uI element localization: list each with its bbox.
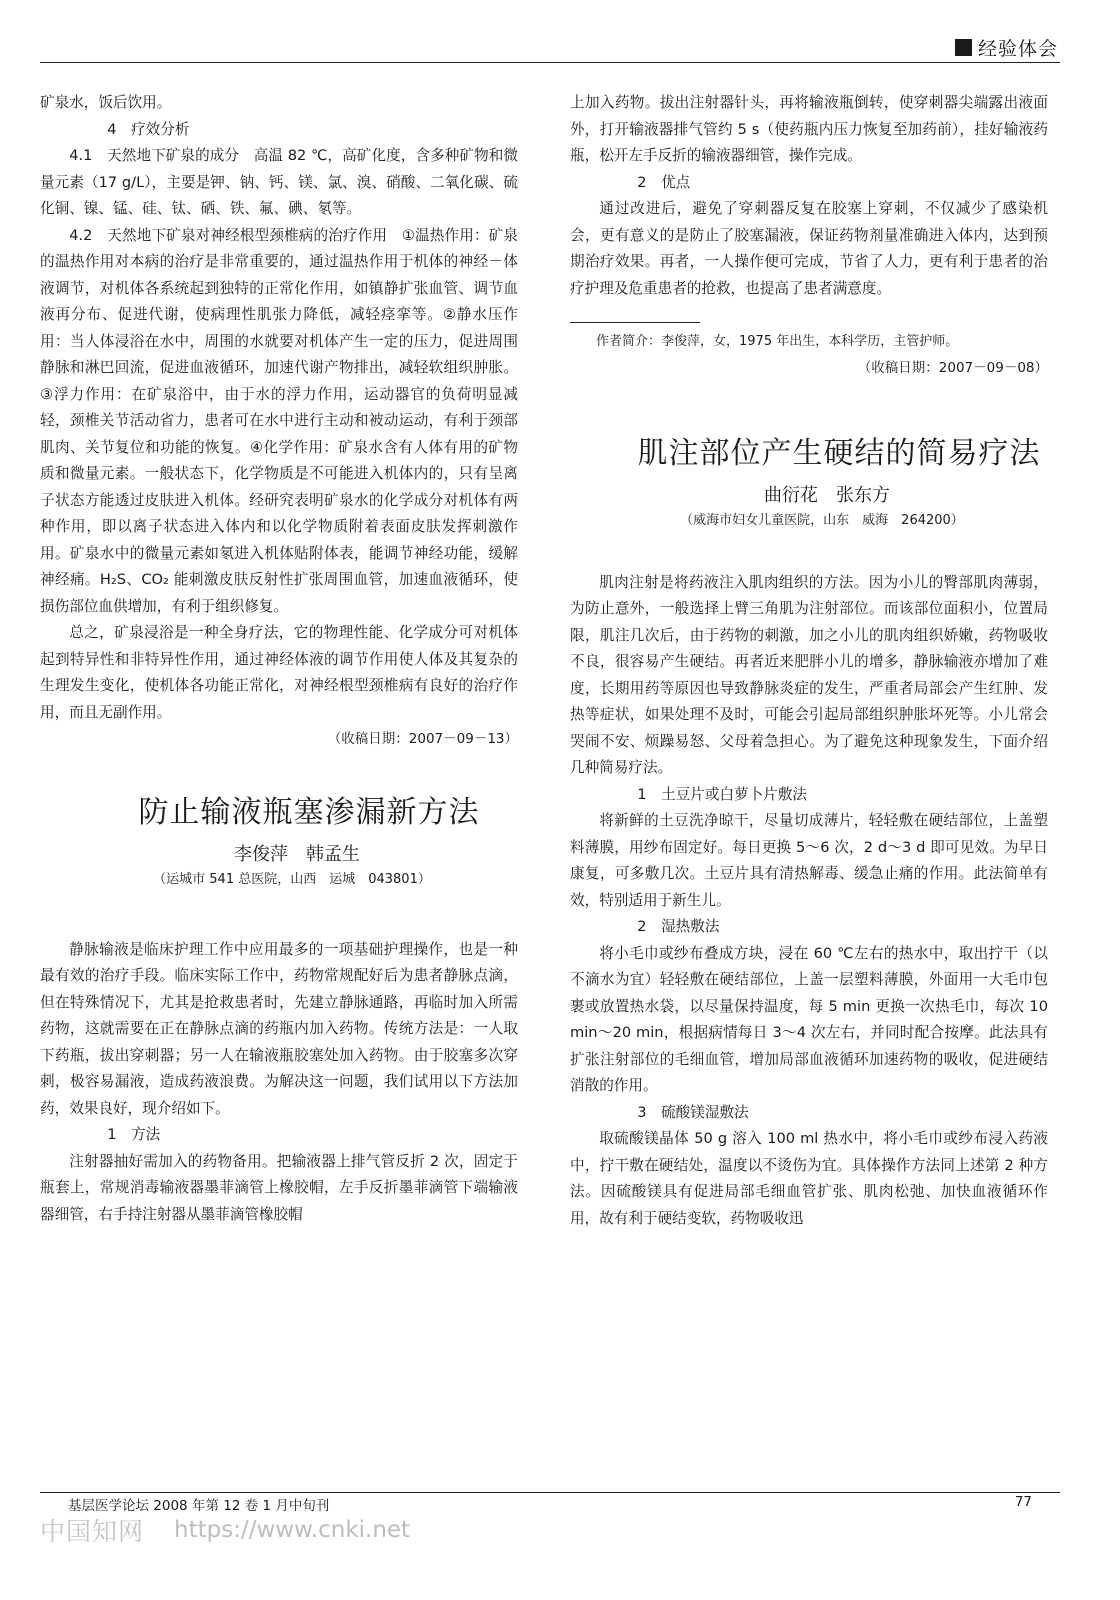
page-number: 77	[1014, 1494, 1032, 1510]
paragraph: 注射器抽好需加入的药物备用。把输液器上排气管反折 2 次，固定于瓶套上，常规消毒输液器墨菲滴管上橡胶帽，左手反折墨菲滴管下端输液器细管，右手持注射器从墨菲滴管橡胶帽	[40, 1152, 518, 1223]
paragraph: 取硫酸镁晶体 50 g 溶入 100 ml 热水中，将小毛巾或纱布浸入药液中，拧干敷在硬结处，温度以不烫伤为宜。具体操作方法同上述第 2 种方法。因硫酸镁具有促进局部毛细血管扩张、肌肉松弛、加快血液循环作用，故有利于硬结变软，药物吸收迅	[570, 1130, 1048, 1227]
journal-footer: 基层医学论坛 2008 年第 12 卷 1 月中旬刊	[68, 1498, 330, 1514]
watermark	[40, 1512, 410, 1548]
paragraph: 静脉输液是临床护理工作中应用最多的一项基础护理操作，也是一种最有效的治疗手段。临床实际工作中，药物常规配好后为患者静脉点滴，但在特殊情况下，尤其是抢救患者时，先建立静脉通路，再临时加入所需药物，这就需要在正在静脉点滴的药瓶内加入药物。传统方法是：一人取下药瓶，拔出穿刺器；另一人在输液瓶胶塞处加入药物。由于胶塞多次穿刺，极容易漏液，造成药液浪费。为解决这一问题，我们试用以下方法加药，效果良好，现介绍如下。	[40, 940, 518, 1117]
section-tag	[955, 34, 1058, 61]
section-heading: 1 土豆片或白萝卜片敷法	[637, 785, 808, 803]
paragraph: 4.1 天然地下矿泉的成分 高温 82 ℃，高矿化度，含多种矿物和微量元素（17 g/L），主要是钾、钠、钙、镁、氯、溴、硝酸、二氧化碳、硫化铜、镍、锰、硅、钛、硒、铁、氟、碘、氡等。	[40, 147, 518, 217]
paragraph: 肌肉注射是将药液注入肌肉组织的方法。因为小儿的臀部肌肉薄弱，为防止意外，一般选择上臂三角肌为注射部位。而该部位面积小，位置局限，肌注几次后，由于药物的刺激，加之小儿的肌肉组织娇嫩，药物吸收不良，很容易产生硬结。再者近来肥胖小儿的增多，静脉输液亦增加了难度，长期用药等原因也导致静脉炎症的发生，严重者局部会产生红肿、发热等症状，如果处理不及时，可能会引起局部组织肿胀坏死等。小儿常会哭闹不安、烦躁易怒、父母着急担心。为了避免这种现象发生，下面介绍几种简易疗法。	[570, 573, 1048, 776]
paragraph: 将小毛巾或纱布叠成方块，浸在 60 ℃左右的热水中，取出拧干（以不滴水为宜）轻轻敷在硬结部位，上盖一层塑料薄膜，外面用一大毛巾包裹或放置热水袋，以尽量保持温度，每 5 min 更换一次热毛巾，每次 10 min～20 min，根据病情每日 3～4 次左右，并同时配合按摩。此法具有扩张注射部位的毛细血管，增加局部血液循环加速药物的吸收，促进硬结消散的作用。	[570, 944, 1048, 1094]
right-column	[570, 90, 1048, 1232]
received-date: （收稿日期：2007－09－13）	[327, 731, 518, 747]
paragraph: 4.2 天然地下矿泉对神经根型颈椎病的治疗作用 ①温热作用：矿泉的温热作用对本病的治疗是非常重要的，通过温热作用于机体的神经－体液调节，对机体各系统起到独特的正常化作用，如镇静扩张血管、调节血液再分布、促进代谢，使病理性肌张力降低，减轻痉挛等。②静水压作用：当人体浸浴在水中，周围的水就要对机体产生一定的压力，促进周围静脉和淋巴回流，促进血液循环，加速代谢产物排出，减轻软组织肿胀。③浮力作用：在矿泉浴中，由于水的浮力作用，运动器官的负荷明显减轻，颈椎关节活动省力，患者可在水中进行主动和被动运动，有利于颈部肌肉、关节复位和功能的恢复。④化学作用：矿泉水含有人体有用的矿物质和微量元素。一般状态下，化学物质是不可能进入机体内的，只有呈离子状态方能透过皮肤进入机体。经研究表明矿泉水的化学成分对机体有两种作用，即以离子状态进入体内和以化学物质附着表面皮肤发挥刺激作用。矿泉水中的微量元素如氡进入机体贴附体表，能调节神经功能，缓解神经痛。H₂S、CO₂ 能刺激皮肤反射性扩张周围血管，加速血液循环，使损伤部位血供增加，有利于组织修复。	[40, 226, 518, 615]
article-affiliation: （运城市 541 总医院，山西 运城 043801）	[153, 871, 431, 887]
section-heading: 2 湿热敷法	[637, 918, 720, 935]
square-bullet-icon	[955, 39, 972, 56]
paragraph: 将新鲜的土豆洗净晾干，尽量切成薄片，轻轻敷在硬结部位，上盖塑料薄膜，用纱布固定好。每日更换 5～6 次，2 d～3 d 即可见效。为早日康复，可多敷几次。土豆片具有清热解毒、缓急止痛的作用。此法简单有效，特别适用于新生儿。	[570, 812, 1048, 909]
paragraph: 上加入药物。拔出注射器针头，再将输液瓶倒转，使穿刺器尖端露出液面外，打开输液器排气管约 5 s（使药瓶内压力恢复至加药前），挂好输液药瓶，松开左手反折的输液器细管，操作完成。	[570, 94, 1048, 164]
header-rule	[40, 62, 1060, 63]
paragraph: 通过改进后，避免了穿刺器反复在胶塞上穿刺，不仅减少了感染机会，更有意义的是防止了胶塞漏液，保证药物剂量准确进入体内，达到预期治疗效果。再者，一人操作便可完成，节省了人力，更有利于患者的治疗护理及危重患者的抢救，也提高了患者满意度。	[570, 200, 1048, 297]
article-title: 防止输液瓶塞渗漏新方法	[138, 794, 480, 830]
article-title: 肌注部位产生硬结的简易疗法	[637, 435, 1041, 471]
author-bio: 作者简介：李俊萍，女，1975 年出生，本科学历，主管护师。	[596, 334, 959, 349]
section-tag-label: 经验体会	[977, 38, 1058, 60]
article-authors: 李俊萍 韩孟生	[234, 843, 360, 865]
footer-rule	[40, 1492, 1060, 1493]
paragraph: 总之，矿泉浸浴是一种全身疗法，它的物理性能、化学成分可对机体起到特异性和非特异性作用，通过神经体液的调节作用使人体及其复杂的生理发生变化，使机体各功能正常化，对神经根型颈椎病有良好的治疗作用，而且无副作用。	[40, 624, 518, 721]
section-heading: 1 方法	[107, 1126, 161, 1143]
paragraph: 矿泉水，饭后饮用。	[40, 94, 172, 111]
cnki-logo-text: 中国知网	[40, 1517, 145, 1546]
section-heading: 4 疗效分析	[107, 120, 190, 138]
section-heading: 3 硫酸镁湿敷法	[637, 1103, 749, 1121]
watermark-url: https://www.cnki.net	[174, 1517, 411, 1543]
article-affiliation: （威海市妇女儿童医院，山东 威海 264200）	[680, 512, 964, 528]
received-date: （收稿日期：2007－09－08）	[857, 360, 1048, 376]
left-column	[40, 90, 518, 1228]
section-heading: 2 优点	[637, 173, 691, 191]
article-authors: 曲衍花 张东方	[764, 484, 890, 506]
